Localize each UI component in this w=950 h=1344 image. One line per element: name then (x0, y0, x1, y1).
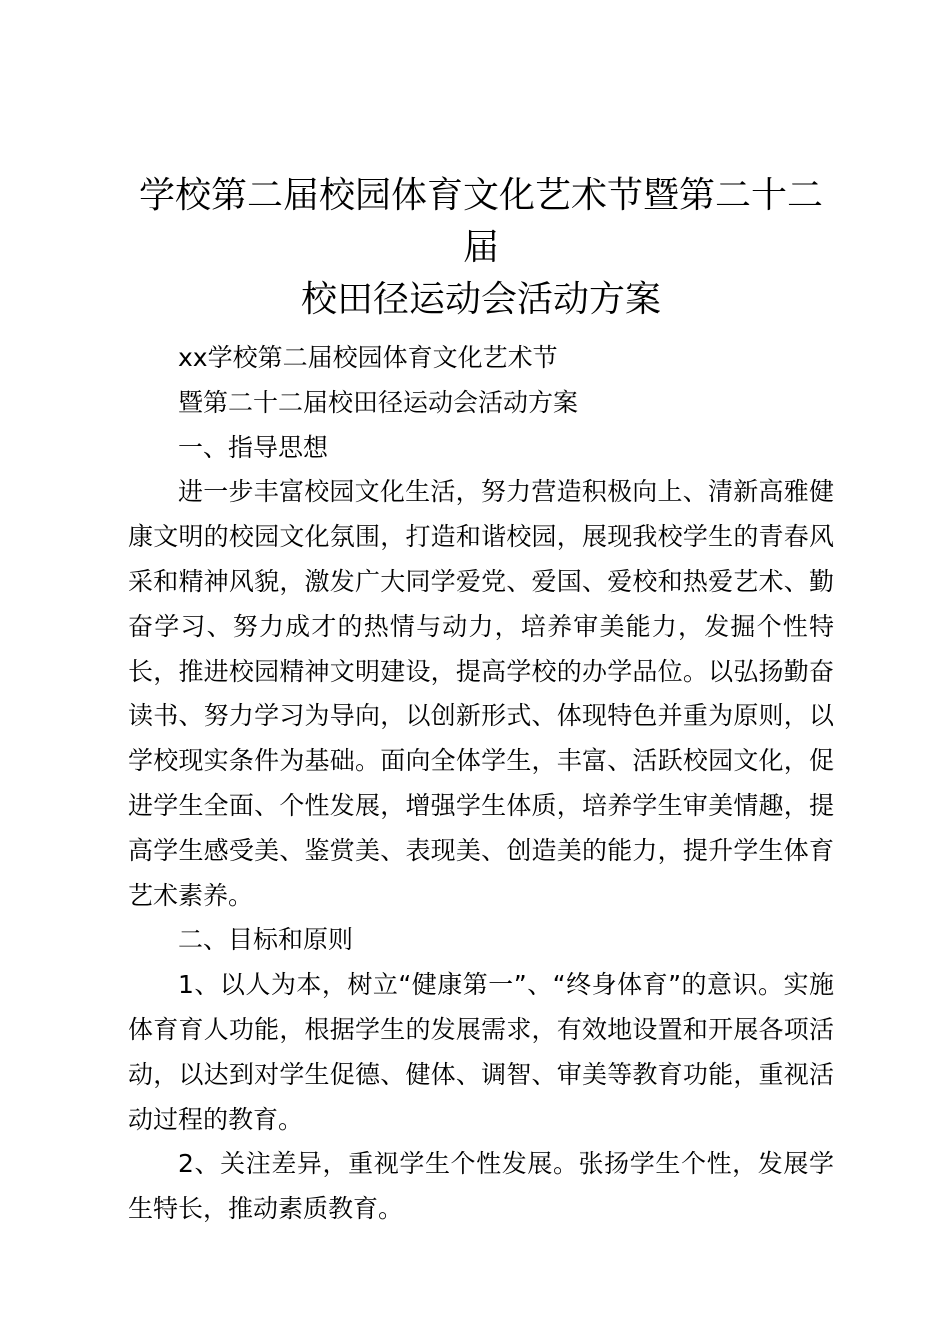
document-body (128, 170, 834, 1232)
section-1-heading: 一、指导思想 (178, 432, 329, 462)
section-2-heading: 二、目标和原则 (178, 925, 354, 955)
title-line-1: 学校第二届校园体育文化艺术节暨第二十二届 (138, 175, 823, 268)
subtitle-line-1: xx学校第二届校园体育文化艺术节 (178, 343, 558, 372)
section-2-item-2: 2、关注差异，重视学生个性发展。张扬学生个性，发展学生特长，推动素质教育。 (128, 1149, 834, 1224)
subtitle-line-2: 暨第二十二届校田径运动会活动方案 (178, 387, 579, 417)
section-2-item-1: 1、以人为本，树立“健康第一”、“终身体育”的意识。实施体育育人功能，根据学生的发展需求，有效地设置和开展各项活动，以达到对学生促德、健体、调智、审美等教育功能，重视活动过程的教育。 (128, 970, 834, 1134)
document-title (128, 170, 834, 326)
title-line-2: 校田径运动会活动方案 (300, 279, 661, 320)
section-1-paragraph: 进一步丰富校园文化生活，努力营造积极向上、清新高雅健康文明的校园文化氛围，打造和谐校园，展现我校学生的青春风采和精神风貌，激发广大同学爱党、爱国、爱校和热爱艺术、勤奋学习、努力成才的热情与动力，培养审美能力，发掘个性特长，推进校园精神文明建设，提高学校的办学品位。以弘扬勤奋读书、努力学习为导向，以创新形式、体现特色并重为原则，以学校现实条件为基础。面向全体学生，丰富、活跃校园文化，促进学生全面、个性发展，增强学生体质，培养学生审美情趣，提高学生感受美、鉴赏美、表现美、创造美的能力，提升学生体育艺术素养。 (128, 477, 834, 910)
